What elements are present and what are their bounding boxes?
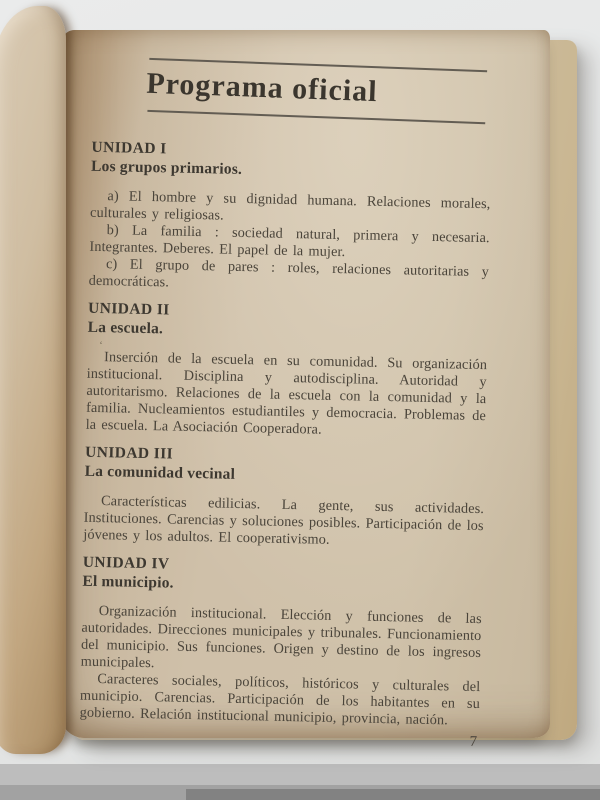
unit-subtitle: El municipio. bbox=[82, 572, 174, 592]
unit-section-2 bbox=[85, 299, 488, 442]
print-artifact: ‘ bbox=[99, 339, 103, 352]
book-page bbox=[58, 30, 550, 750]
unit-heading: UNIDAD I bbox=[91, 138, 167, 158]
unit-heading: UNIDAD IV bbox=[82, 553, 170, 573]
unit-subtitle: La escuela. bbox=[87, 318, 164, 338]
unit-subtitle: Los grupos primarios. bbox=[90, 157, 243, 178]
paragraph: Caracteres sociales, políticos, históricos y culturales del municipio. Carencias. Participación de los habitantes en su gobierno. Relación institucional municipio, provincia, nación. bbox=[79, 671, 481, 729]
unit-heading: UNIDAD III bbox=[84, 443, 174, 463]
paragraph: b) La familia : sociedad natural, primera y necesaria. Integrantes. Deberes. El papel de la mujer. bbox=[89, 222, 490, 261]
paragraph: Inserción de la escuela en su comunidad. Su organización institucional. Disciplina y autodisciplina. Autoridad y autoritarismo. Relaciones de la escuela con la comunidad y la familia. Nucleamientos estudiantiles y democracia. Problemas de la escuela. La Asociación Cooperadora. bbox=[85, 349, 488, 438]
unit-subtitle: La comunidad vecinal bbox=[84, 462, 236, 483]
paragraph: a) El hombre y su dignidad humana. Relaciones morales, culturales y religiosas. bbox=[89, 188, 491, 224]
unit-heading: UNIDAD II bbox=[87, 299, 170, 319]
curled-previous-page bbox=[0, 6, 66, 754]
unit-paragraphs bbox=[89, 188, 491, 298]
table-shadow-band-light bbox=[0, 764, 600, 785]
paragraph: Organización institucional. Elección y funciones de las autoridades. Direcciones municipales y tribunales. Funcionamiento del municipio. Sus funciones. Origen y destino de los ingresos municipales. bbox=[80, 603, 482, 672]
unit-paragraphs bbox=[79, 603, 481, 730]
unit-section-4 bbox=[79, 553, 482, 730]
unit-paragraphs bbox=[83, 493, 484, 552]
paragraph: c) El grupo de pares : roles, relaciones autoritarias y democráticas. bbox=[88, 256, 490, 291]
unit-section-3 bbox=[83, 443, 485, 552]
title-block bbox=[91, 56, 493, 125]
page-title: Programa oficial bbox=[145, 66, 379, 109]
table-edge-shadow bbox=[186, 789, 600, 800]
page-content bbox=[79, 26, 494, 750]
unit-section-1 bbox=[89, 138, 492, 298]
paragraph: Características edilicias. La gente, sus actividades. Instituciones. Carencias y soluciones posibles. Participación de los jóvenes y los adultos. El cooperativismo. bbox=[83, 493, 485, 548]
unit-paragraphs bbox=[85, 349, 487, 442]
page-number: 7 bbox=[469, 733, 478, 750]
